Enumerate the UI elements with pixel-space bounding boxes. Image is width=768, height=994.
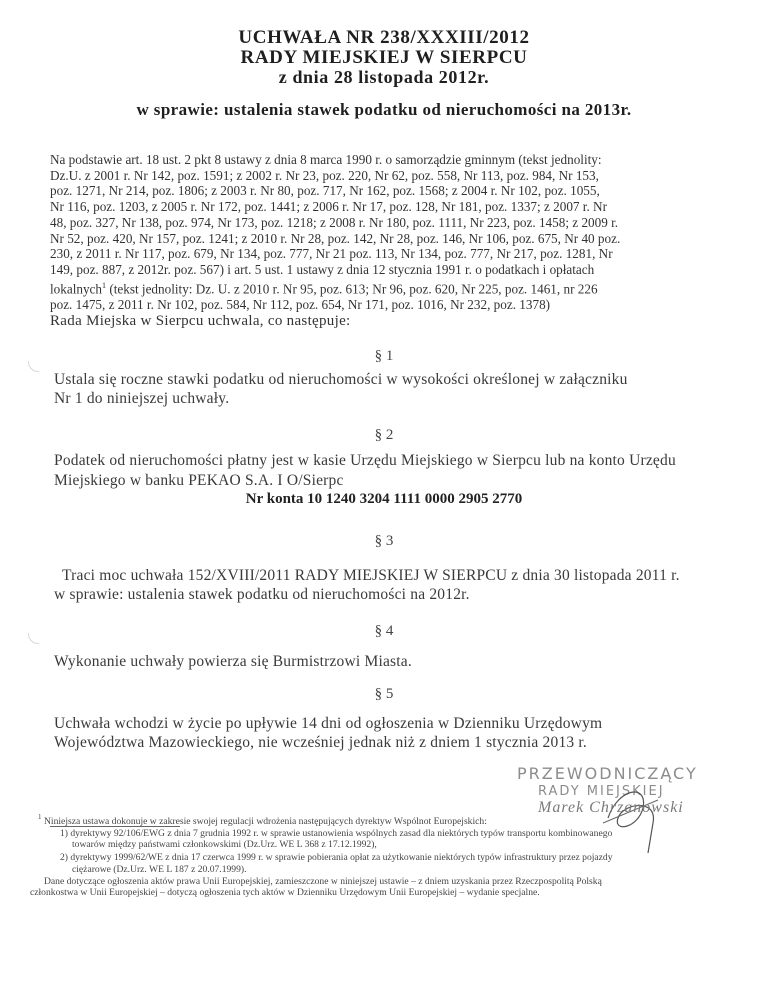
section-3-text: w sprawie: ustalenia stawek podatku od nieruchomości na 2012r. (54, 586, 470, 603)
scan-mark (28, 633, 39, 644)
section-3-heading: § 3 (374, 533, 394, 549)
legal-basis-line: Dz.U. z 2001 r. Nr 142, poz. 1591; z 2002 r. Nr 23, poz. 220, Nr 62, poz. 558, Nr 113, poz. 984, Nr 153, (50, 167, 599, 183)
bank-account-number: Nr konta 10 1240 3204 1111 0000 2905 2770 (245, 491, 523, 507)
footnote-reference: 1 (102, 280, 107, 290)
footnote-line: Niniejsza ustawa dokonuje w zakresie swojej regulacji wdrożenia następujących dyrektyw Wspólnot Europejskich: (44, 816, 487, 827)
legal-basis-line: Na podstawie art. 18 ust. 2 pkt 8 ustawy z dnia 8 marca 1990 r. o samorządzie gminnym (tekst jednolity: (50, 152, 602, 167)
legal-basis-line-rest: (tekst jednolity: Dz. U. z 2010 r. Nr 95, poz. 613; Nr 96, poz. 620, Nr 225, poz. 1461, nr 226 (106, 281, 598, 297)
section-5-text: Uchwała wchodzi w życie po upływie 14 dni od ogłoszenia w Dzienniku Urzędowym (54, 715, 603, 732)
resolution-subject: w sprawie: ustalenia stawek podatku od nieruchomości na 2013r. (136, 100, 632, 119)
section-2-heading: § 2 (374, 427, 394, 443)
section-2-text: Miejskiego w banku PEKAO S.A. I O/Sierpc (54, 472, 344, 489)
legal-basis-line: Nr 52, poz. 420, Nr 157, poz. 1241; z 2010 r. Nr 28, poz. 142, Nr 28, poz. 146, Nr 106, poz. 675, Nr 40 poz. (50, 230, 621, 246)
council-name: RADY MIEJSKIEJ W SIERPCU (240, 47, 528, 68)
section-1-heading: § 1 (374, 348, 394, 364)
footnote-line: towarów między państwami członkowskimi (Dz.Urz. WE L 368 z 17.12.1992), (72, 839, 377, 850)
section-2-text: Podatek od nieruchomości płatny jest w kasie Urzędu Miejskiego w Sierpcu lub na konto Urzędu (54, 452, 676, 469)
legal-basis-line: poz. 1475, z 2011 r. Nr 102, poz. 584, Nr 112, poz. 654, Nr 171, poz. 1016, Nr 232, poz. 1378) (50, 296, 551, 312)
footnote-line: 1) dyrektywy 92/106/EWG z dnia 7 grudnia 1992 r. w sprawie ustanowienia wspólnych zasad dla niektórych typów transportu kombinowanego (60, 828, 613, 839)
section-3-text: Traci moc uchwała 152/XVIII/2011 RADY MIEJSKIEJ W SIERPCU z dnia 30 listopada 2011 r. (62, 567, 680, 584)
council-resolves: Rada Miejska w Sierpcu uchwala, co następuje: (50, 313, 351, 329)
section-1-text: Ustala się roczne stawki podatku od nieruchomości w wysokości określonej w załączniku (54, 371, 628, 388)
lokalnych-word: lokalnych (50, 281, 103, 297)
legal-basis-line: 149, poz. 887, z 2012r. poz. 567) i art. 5 ust. 1 ustawy z dnia 12 stycznia 1991 r. o podatkach i opłatach (50, 261, 595, 277)
footnote-marker: 1 (38, 813, 42, 821)
footnote-line: ciężarowe (Dz.Urz. WE L 187 z 20.07.1999). (72, 864, 247, 875)
section-1-text: Nr 1 do niniejszej uchwały. (54, 390, 230, 407)
legal-basis (50, 152, 730, 312)
legal-basis-line: poz. 1271, Nr 214, poz. 1806; z 2003 r. Nr 80, poz. 717, Nr 162, poz. 1568; z 2004 r. Nr 102, poz. 1055, (50, 183, 600, 199)
legal-basis-line: Nr 116, poz. 1203, z 2005 r. Nr 172, poz. 1441; z 2006 r. Nr 17, poz. 128, Nr 181, poz. 1337; z 2007 r. Nr (50, 199, 607, 215)
footnote-line: Dane dotyczące ogłoszenia aktów prawa Unii Europejskiej, zamieszczone w niniejszej ustawie – z dniem uzyskania przez Rzeczpospolitą Polską (44, 876, 602, 887)
legal-basis-line (50, 278, 730, 297)
section-4-heading: § 4 (374, 623, 394, 639)
chairman-signature-name: Marek Chrzanowski (538, 799, 684, 816)
legal-basis-line: 230, z 2011 r. Nr 117, poz. 679, Nr 134, poz. 777, Nr 21 poz. 113, Nr 134, poz. 777, Nr 217, poz. 1281, Nr (50, 246, 613, 262)
footnote-line: członkostwa w Unii Europejskiej – dotyczą ogłoszenia tych aktów w Dzienniku Urzędowym Unii Europejskiej – wydanie specjalne. (30, 887, 540, 898)
stamp-council: RADY MIEJSKIEJ (538, 784, 665, 799)
section-5-text: Województwa Mazowieckiego, nie wcześniej jednak niż z dniem 1 stycznia 2013 r. (54, 734, 587, 751)
legal-basis-line: 48, poz. 327, Nr 138, poz. 974, Nr 173, poz. 1218; z 2008 r. Nr 180, poz. 1111, Nr 223, poz. 1458; z 2009 r. (50, 214, 619, 230)
resolution-number: UCHWAŁA NR 238/XXXIII/2012 (238, 27, 530, 48)
stamp-chairman: PRZEWODNICZĄCY (517, 764, 698, 783)
resolution-date: z dnia 28 listopada 2012r. (278, 67, 490, 87)
section-4-text: Wykonanie uchwały powierza się Burmistrzowi Miasta. (54, 653, 412, 670)
section-5-heading: § 5 (374, 686, 394, 702)
signature-scribble (588, 778, 678, 858)
scan-mark (28, 361, 39, 372)
footnote-line: 2) dyrektywy 1999/62/WE z dnia 17 czerwca 1999 r. w sprawie pobierania opłat za użytkowanie niektórych typów infrastruktury przez pojazdy (60, 852, 613, 863)
